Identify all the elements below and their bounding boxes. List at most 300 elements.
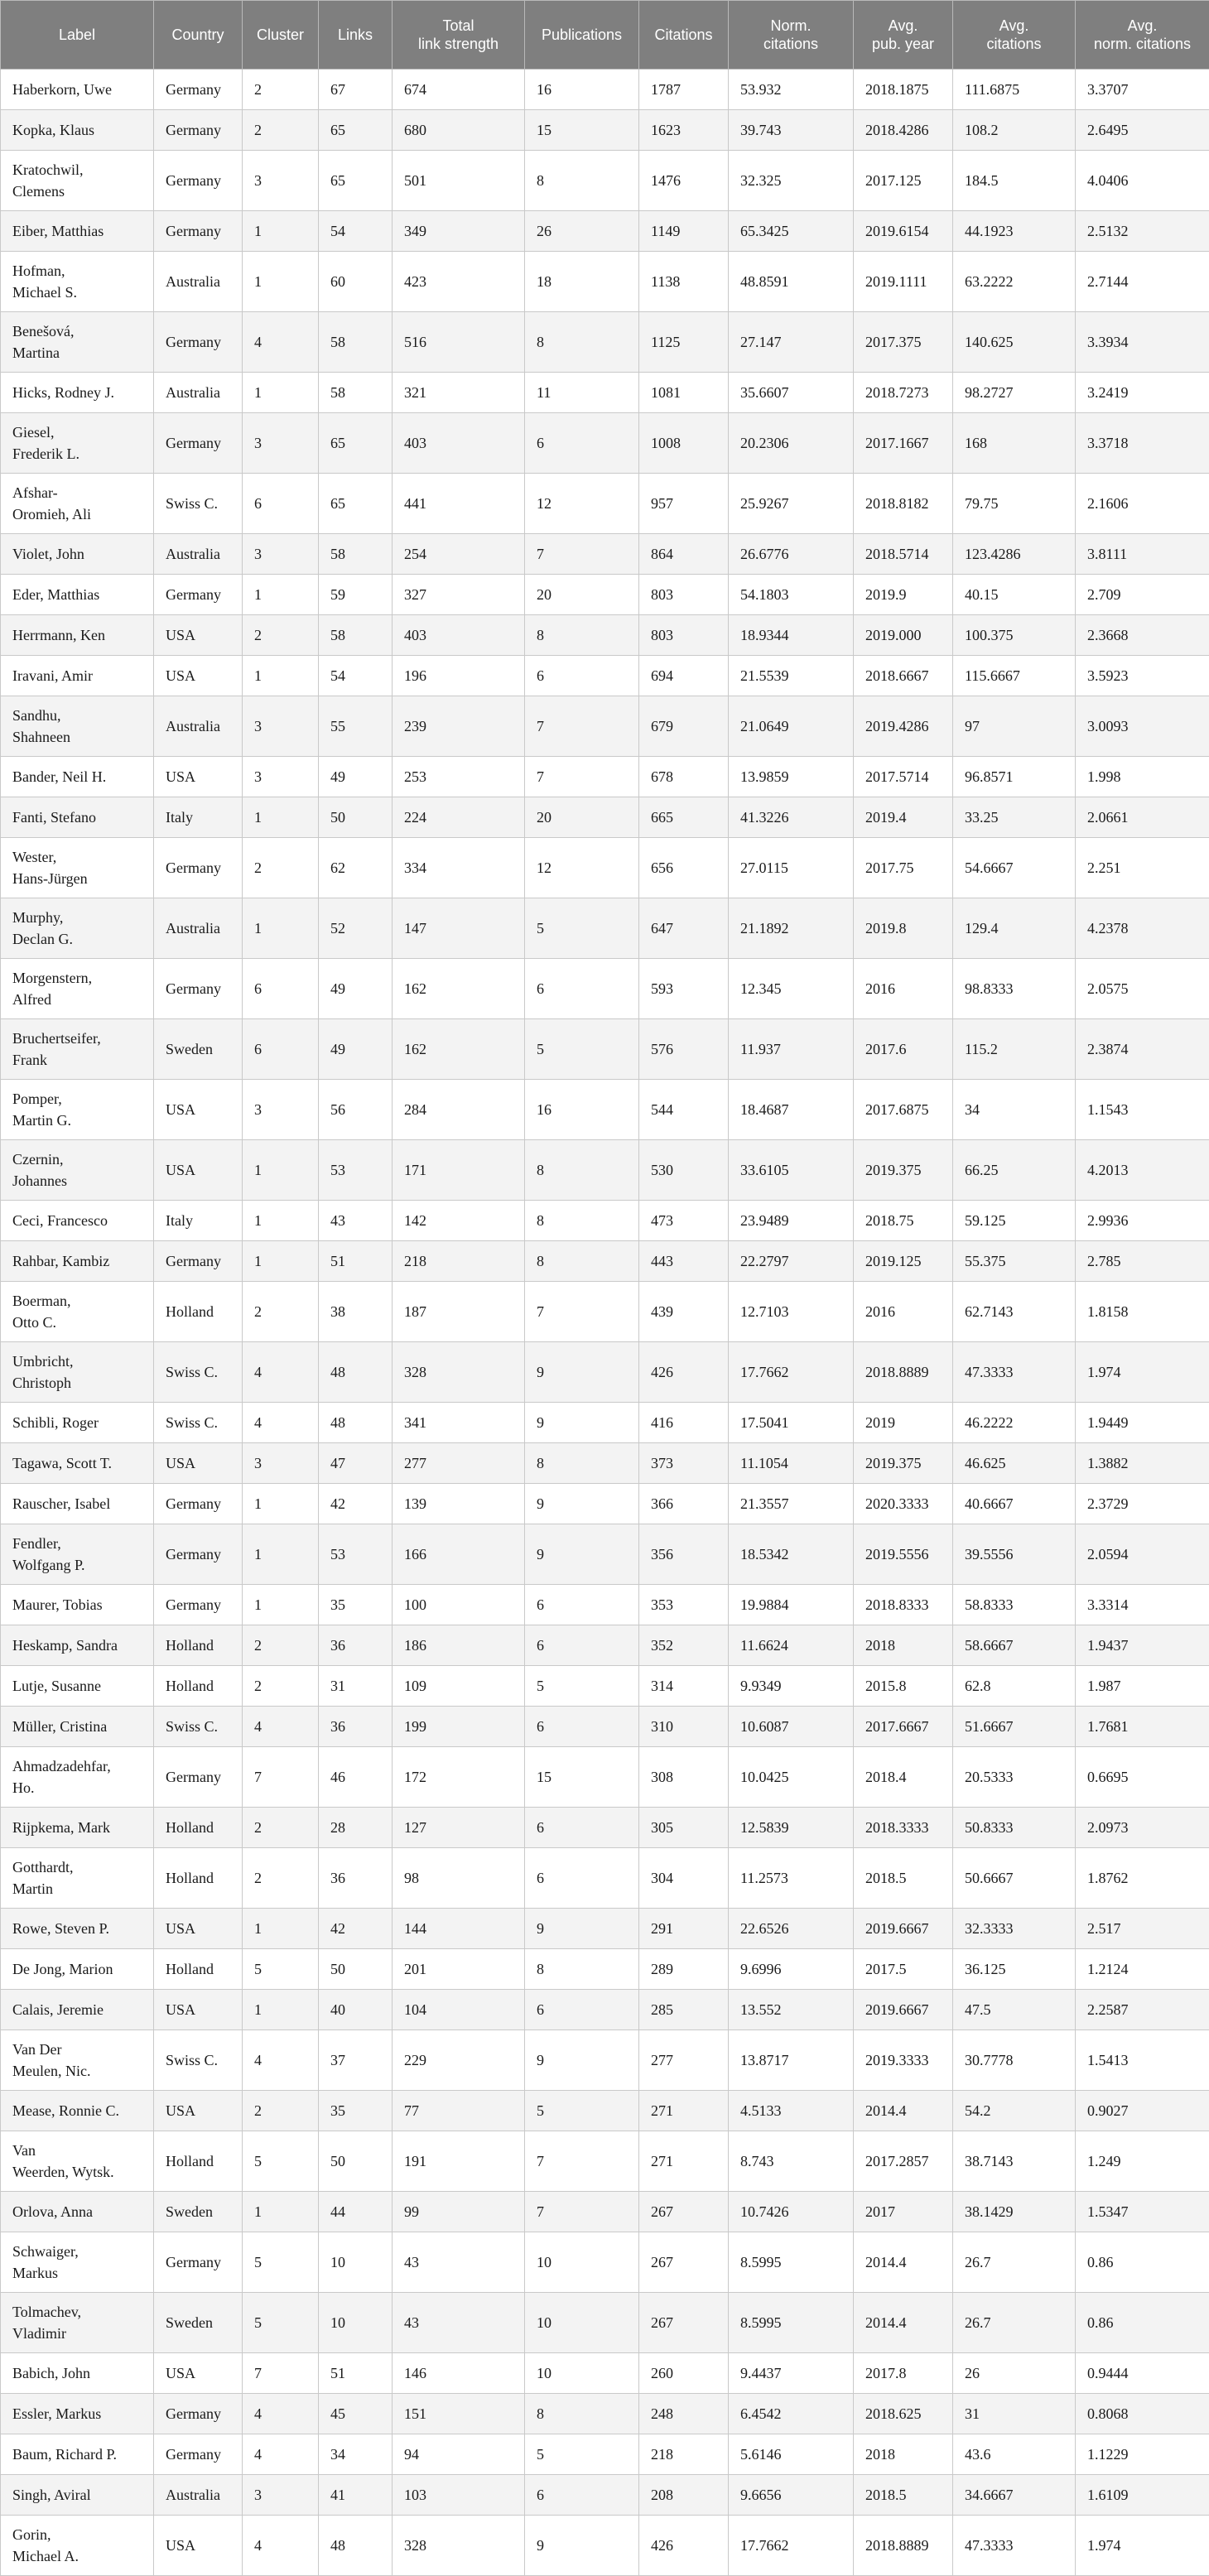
cell-citations: 305 (639, 1808, 729, 1848)
cell-country: Germany (154, 2434, 243, 2475)
table-row (1, 2192, 1209, 2232)
cell-avg-citations: 96.8571 (953, 757, 1076, 797)
cell-label: Kratochwil, Clemens (1, 151, 154, 211)
cell-norm-citations: 11.937 (729, 1019, 854, 1080)
cell-cluster: 1 (243, 575, 319, 615)
cell-publications: 8 (525, 312, 639, 373)
cell-citations: 277 (639, 2030, 729, 2091)
cell-label: Babich, John (1, 2353, 154, 2394)
table-row (1, 1625, 1209, 1666)
cell-total-link-strength: 166 (393, 1524, 525, 1585)
cell-avg-citations: 36.125 (953, 1949, 1076, 1990)
cell-avg-pub-year: 2015.8 (854, 1666, 953, 1707)
cell-avg-citations: 66.25 (953, 1140, 1076, 1201)
cell-total-link-strength: 341 (393, 1403, 525, 1443)
cell-publications: 5 (525, 1666, 639, 1707)
cell-label: Essler, Markus (1, 2394, 154, 2434)
cell-avg-pub-year: 2016 (854, 1282, 953, 1342)
cell-cluster: 4 (243, 1403, 319, 1443)
cell-norm-citations: 13.552 (729, 1990, 854, 2030)
cell-avg-norm-citations: 2.0575 (1076, 959, 1209, 1019)
cell-country: USA (154, 656, 243, 696)
cell-total-link-strength: 403 (393, 615, 525, 656)
cell-links: 51 (319, 2353, 393, 2394)
cell-avg-citations: 51.6667 (953, 1707, 1076, 1747)
cell-links: 46 (319, 1747, 393, 1808)
cell-country: Swiss C. (154, 474, 243, 534)
cell-norm-citations: 21.3557 (729, 1484, 854, 1524)
cell-avg-norm-citations: 3.3718 (1076, 413, 1209, 474)
cell-label: Violet, John (1, 534, 154, 575)
cell-norm-citations: 22.2797 (729, 1241, 854, 1282)
cell-publications: 5 (525, 2434, 639, 2475)
cell-label: Baum, Richard P. (1, 2434, 154, 2475)
cell-avg-norm-citations: 3.5923 (1076, 656, 1209, 696)
cell-avg-norm-citations: 2.6495 (1076, 110, 1209, 151)
cell-avg-citations: 44.1923 (953, 211, 1076, 252)
cell-total-link-strength: 284 (393, 1080, 525, 1140)
cell-norm-citations: 11.6624 (729, 1625, 854, 1666)
cell-avg-norm-citations: 1.987 (1076, 1666, 1209, 1707)
cell-label: Umbricht, Christoph (1, 1342, 154, 1403)
cell-country: Australia (154, 696, 243, 757)
table-row (1, 1848, 1209, 1909)
cell-country: Germany (154, 110, 243, 151)
cell-publications: 6 (525, 1625, 639, 1666)
cell-avg-norm-citations: 2.7144 (1076, 252, 1209, 312)
cell-avg-norm-citations: 3.0093 (1076, 696, 1209, 757)
cell-norm-citations: 8.743 (729, 2131, 854, 2192)
cell-citations: 1125 (639, 312, 729, 373)
cell-avg-pub-year: 2018.5 (854, 2475, 953, 2516)
cell-citations: 314 (639, 1666, 729, 1707)
table-row (1, 474, 1209, 534)
cell-cluster: 1 (243, 1140, 319, 1201)
table-row (1, 1707, 1209, 1747)
cell-total-link-strength: 224 (393, 797, 525, 838)
cell-norm-citations: 27.0115 (729, 838, 854, 898)
cell-total-link-strength: 516 (393, 312, 525, 373)
table-row (1, 211, 1209, 252)
cell-country: Germany (154, 575, 243, 615)
cell-publications: 6 (525, 2475, 639, 2516)
cell-norm-citations: 9.6996 (729, 1949, 854, 1990)
header-label: Label (1, 1, 154, 70)
cell-links: 48 (319, 2516, 393, 2576)
cell-label: Singh, Aviral (1, 2475, 154, 2516)
cell-cluster: 1 (243, 1484, 319, 1524)
cell-label: Haberkorn, Uwe (1, 70, 154, 110)
cell-avg-norm-citations: 1.5413 (1076, 2030, 1209, 2091)
cell-citations: 356 (639, 1524, 729, 1585)
cell-avg-pub-year: 2016 (854, 959, 953, 1019)
cell-avg-pub-year: 2019.000 (854, 615, 953, 656)
cell-citations: 1149 (639, 211, 729, 252)
table-row (1, 110, 1209, 151)
cell-total-link-strength: 139 (393, 1484, 525, 1524)
cell-country: Swiss C. (154, 1342, 243, 1403)
table-row (1, 1342, 1209, 1403)
cell-citations: 271 (639, 2091, 729, 2131)
cell-links: 54 (319, 656, 393, 696)
cell-norm-citations: 27.147 (729, 312, 854, 373)
cell-publications: 9 (525, 1909, 639, 1949)
cell-label: Mease, Ronnie C. (1, 2091, 154, 2131)
cell-country: Australia (154, 2475, 243, 2516)
cell-avg-norm-citations: 1.6109 (1076, 2475, 1209, 2516)
cell-avg-citations: 40.15 (953, 575, 1076, 615)
cell-links: 54 (319, 211, 393, 252)
cell-total-link-strength: 218 (393, 1241, 525, 1282)
cell-cluster: 1 (243, 1909, 319, 1949)
table-row (1, 1949, 1209, 1990)
cell-label: Boerman, Otto C. (1, 1282, 154, 1342)
cell-publications: 7 (525, 757, 639, 797)
cell-publications: 9 (525, 2030, 639, 2091)
header-links: Links (319, 1, 393, 70)
table-row (1, 797, 1209, 838)
cell-avg-norm-citations: 3.3314 (1076, 1585, 1209, 1625)
table-row (1, 312, 1209, 373)
cell-links: 67 (319, 70, 393, 110)
cell-citations: 576 (639, 1019, 729, 1080)
cell-country: Germany (154, 211, 243, 252)
cell-norm-citations: 65.3425 (729, 211, 854, 252)
cell-avg-pub-year: 2019.375 (854, 1443, 953, 1484)
cell-citations: 366 (639, 1484, 729, 1524)
cell-cluster: 2 (243, 1666, 319, 1707)
cell-avg-pub-year: 2017.125 (854, 151, 953, 211)
cell-cluster: 2 (243, 1808, 319, 1848)
cell-citations: 308 (639, 1747, 729, 1808)
cell-cluster: 7 (243, 2353, 319, 2394)
cell-citations: 291 (639, 1909, 729, 1949)
cell-norm-citations: 11.2573 (729, 1848, 854, 1909)
cell-avg-pub-year: 2019.1111 (854, 252, 953, 312)
cell-label: Van Weerden, Wytsk. (1, 2131, 154, 2192)
cell-total-link-strength: 146 (393, 2353, 525, 2394)
cell-norm-citations: 21.0649 (729, 696, 854, 757)
cell-cluster: 6 (243, 474, 319, 534)
cell-links: 50 (319, 797, 393, 838)
cell-citations: 530 (639, 1140, 729, 1201)
cell-norm-citations: 17.7662 (729, 2516, 854, 2576)
cell-cluster: 2 (243, 1282, 319, 1342)
cell-cluster: 6 (243, 1019, 319, 1080)
cell-links: 36 (319, 1625, 393, 1666)
cell-avg-citations: 111.6875 (953, 70, 1076, 110)
cell-avg-pub-year: 2018.6667 (854, 656, 953, 696)
cell-label: Herrmann, Ken (1, 615, 154, 656)
table-row (1, 413, 1209, 474)
cell-links: 50 (319, 2131, 393, 2192)
cell-citations: 593 (639, 959, 729, 1019)
cell-avg-citations: 98.2727 (953, 373, 1076, 413)
cell-avg-norm-citations: 2.3729 (1076, 1484, 1209, 1524)
table-row (1, 1201, 1209, 1241)
cell-avg-norm-citations: 0.86 (1076, 2232, 1209, 2293)
cell-citations: 426 (639, 2516, 729, 2576)
cell-links: 52 (319, 898, 393, 959)
cell-publications: 6 (525, 1808, 639, 1848)
cell-country: USA (154, 1443, 243, 1484)
cell-cluster: 2 (243, 1625, 319, 1666)
cell-publications: 11 (525, 373, 639, 413)
cell-citations: 1787 (639, 70, 729, 110)
header-avg-pub-year: Avg. pub. year (854, 1, 953, 70)
cell-norm-citations: 17.7662 (729, 1342, 854, 1403)
cell-cluster: 4 (243, 2434, 319, 2475)
cell-avg-citations: 54.6667 (953, 838, 1076, 898)
cell-country: Swiss C. (154, 2030, 243, 2091)
cell-label: Iravani, Amir (1, 656, 154, 696)
cell-avg-citations: 123.4286 (953, 534, 1076, 575)
cell-country: Sweden (154, 1019, 243, 1080)
cell-publications: 5 (525, 1019, 639, 1080)
cell-avg-norm-citations: 1.974 (1076, 1342, 1209, 1403)
cell-avg-norm-citations: 1.3882 (1076, 1443, 1209, 1484)
cell-publications: 7 (525, 534, 639, 575)
cell-cluster: 1 (243, 2192, 319, 2232)
cell-avg-citations: 55.375 (953, 1241, 1076, 1282)
cell-label: Eder, Matthias (1, 575, 154, 615)
cell-citations: 544 (639, 1080, 729, 1140)
cell-avg-pub-year: 2018.8182 (854, 474, 953, 534)
cell-norm-citations: 19.9884 (729, 1585, 854, 1625)
cell-links: 60 (319, 252, 393, 312)
cell-links: 10 (319, 2293, 393, 2353)
cell-avg-norm-citations: 1.1543 (1076, 1080, 1209, 1140)
cell-cluster: 1 (243, 252, 319, 312)
cell-avg-citations: 58.6667 (953, 1625, 1076, 1666)
cell-citations: 656 (639, 838, 729, 898)
table-header (1, 1, 1209, 70)
table-row (1, 1990, 1209, 2030)
cell-total-link-strength: 328 (393, 1342, 525, 1403)
header-norm-citations: Norm. citations (729, 1, 854, 70)
cell-label: Rijpkema, Mark (1, 1808, 154, 1848)
cell-cluster: 3 (243, 534, 319, 575)
cell-total-link-strength: 191 (393, 2131, 525, 2192)
cell-country: Germany (154, 70, 243, 110)
cell-avg-norm-citations: 1.2124 (1076, 1949, 1209, 1990)
cell-publications: 16 (525, 70, 639, 110)
cell-avg-pub-year: 2018.8889 (854, 2516, 953, 2576)
cell-avg-pub-year: 2018 (854, 2434, 953, 2475)
cell-avg-norm-citations: 2.5132 (1076, 211, 1209, 252)
cell-cluster: 3 (243, 757, 319, 797)
cell-avg-norm-citations: 1.9449 (1076, 1403, 1209, 1443)
table-row (1, 1808, 1209, 1848)
cell-cluster: 4 (243, 2394, 319, 2434)
cell-country: USA (154, 1080, 243, 1140)
cell-avg-norm-citations: 2.709 (1076, 575, 1209, 615)
table-row (1, 898, 1209, 959)
cell-total-link-strength: 201 (393, 1949, 525, 1990)
cell-label: Afshar- Oromieh, Ali (1, 474, 154, 534)
table-row (1, 1747, 1209, 1808)
cell-avg-norm-citations: 2.2587 (1076, 1990, 1209, 2030)
table-row (1, 2030, 1209, 2091)
header-row (1, 1, 1209, 70)
table-row (1, 1019, 1209, 1080)
cell-avg-norm-citations: 4.2013 (1076, 1140, 1209, 1201)
cell-avg-pub-year: 2018.1875 (854, 70, 953, 110)
cell-avg-citations: 100.375 (953, 615, 1076, 656)
cell-total-link-strength: 43 (393, 2293, 525, 2353)
cell-avg-norm-citations: 0.9027 (1076, 2091, 1209, 2131)
cell-publications: 16 (525, 1080, 639, 1140)
cell-avg-pub-year: 2020.3333 (854, 1484, 953, 1524)
cell-total-link-strength: 328 (393, 2516, 525, 2576)
cell-avg-norm-citations: 2.517 (1076, 1909, 1209, 1949)
cell-avg-pub-year: 2017 (854, 2192, 953, 2232)
cell-total-link-strength: 151 (393, 2394, 525, 2434)
cell-citations: 352 (639, 1625, 729, 1666)
cell-avg-norm-citations: 4.0406 (1076, 151, 1209, 211)
cell-avg-citations: 50.8333 (953, 1808, 1076, 1848)
cell-country: Germany (154, 838, 243, 898)
cell-label: Pomper, Martin G. (1, 1080, 154, 1140)
cell-total-link-strength: 327 (393, 575, 525, 615)
cell-avg-pub-year: 2017.75 (854, 838, 953, 898)
cell-label: Wester, Hans-Jürgen (1, 838, 154, 898)
cell-label: De Jong, Marion (1, 1949, 154, 1990)
cell-total-link-strength: 162 (393, 959, 525, 1019)
cell-citations: 260 (639, 2353, 729, 2394)
table-row (1, 1524, 1209, 1585)
cell-cluster: 3 (243, 1443, 319, 1484)
cell-avg-pub-year: 2019.125 (854, 1241, 953, 1282)
cell-norm-citations: 20.2306 (729, 413, 854, 474)
cell-avg-norm-citations: 3.3707 (1076, 70, 1209, 110)
cell-links: 47 (319, 1443, 393, 1484)
cell-avg-pub-year: 2018.5714 (854, 534, 953, 575)
cell-links: 50 (319, 1949, 393, 1990)
cell-country: Germany (154, 1747, 243, 1808)
cell-label: Van Der Meulen, Nic. (1, 2030, 154, 2091)
cell-norm-citations: 4.5133 (729, 2091, 854, 2131)
cell-avg-citations: 108.2 (953, 110, 1076, 151)
cell-cluster: 1 (243, 797, 319, 838)
cell-cluster: 3 (243, 413, 319, 474)
cell-country: Germany (154, 2394, 243, 2434)
table-row (1, 1443, 1209, 1484)
table-row (1, 575, 1209, 615)
cell-label: Fanti, Stefano (1, 797, 154, 838)
cell-avg-citations: 26.7 (953, 2293, 1076, 2353)
cell-label: Sandhu, Shahneen (1, 696, 154, 757)
cell-publications: 6 (525, 1848, 639, 1909)
cell-links: 34 (319, 2434, 393, 2475)
cell-avg-citations: 46.2222 (953, 1403, 1076, 1443)
table-row (1, 1140, 1209, 1201)
cell-norm-citations: 21.5539 (729, 656, 854, 696)
cell-publications: 26 (525, 211, 639, 252)
cell-total-link-strength: 187 (393, 1282, 525, 1342)
cell-cluster: 7 (243, 1747, 319, 1808)
cell-cluster: 1 (243, 898, 319, 959)
cell-avg-norm-citations: 2.3874 (1076, 1019, 1209, 1080)
cell-label: Kopka, Klaus (1, 110, 154, 151)
cell-total-link-strength: 98 (393, 1848, 525, 1909)
cell-label: Hofman, Michael S. (1, 252, 154, 312)
cell-citations: 694 (639, 656, 729, 696)
cell-total-link-strength: 254 (393, 534, 525, 575)
cell-citations: 957 (639, 474, 729, 534)
cell-avg-citations: 39.5556 (953, 1524, 1076, 1585)
cell-cluster: 5 (243, 2232, 319, 2293)
table-row (1, 70, 1209, 110)
cell-links: 58 (319, 312, 393, 373)
cell-country: Holland (154, 1282, 243, 1342)
cell-publications: 8 (525, 1443, 639, 1484)
cell-label: Rowe, Steven P. (1, 1909, 154, 1949)
table-row (1, 1585, 1209, 1625)
cell-label: Schwaiger, Markus (1, 2232, 154, 2293)
cell-links: 55 (319, 696, 393, 757)
cell-total-link-strength: 674 (393, 70, 525, 110)
table-row (1, 959, 1209, 1019)
cell-avg-citations: 115.6667 (953, 656, 1076, 696)
table-row (1, 534, 1209, 575)
cell-country: Holland (154, 1848, 243, 1909)
cell-label: Giesel, Frederik L. (1, 413, 154, 474)
cell-total-link-strength: 103 (393, 2475, 525, 2516)
cell-links: 42 (319, 1909, 393, 1949)
cell-norm-citations: 18.5342 (729, 1524, 854, 1585)
cell-label: Rahbar, Kambiz (1, 1241, 154, 1282)
cell-country: Holland (154, 1666, 243, 1707)
cell-avg-citations: 33.25 (953, 797, 1076, 838)
cell-avg-pub-year: 2014.4 (854, 2293, 953, 2353)
cell-label: Schibli, Roger (1, 1403, 154, 1443)
cell-avg-norm-citations: 1.1229 (1076, 2434, 1209, 2475)
cell-cluster: 1 (243, 656, 319, 696)
cell-total-link-strength: 144 (393, 1909, 525, 1949)
cell-label: Orlova, Anna (1, 2192, 154, 2232)
cell-cluster: 6 (243, 959, 319, 1019)
table-row (1, 2232, 1209, 2293)
cell-links: 59 (319, 575, 393, 615)
cell-country: Italy (154, 797, 243, 838)
cell-publications: 18 (525, 252, 639, 312)
cell-avg-pub-year: 2018.75 (854, 1201, 953, 1241)
cell-avg-norm-citations: 4.2378 (1076, 898, 1209, 959)
cell-publications: 7 (525, 1282, 639, 1342)
cell-total-link-strength: 127 (393, 1808, 525, 1848)
cell-country: USA (154, 1140, 243, 1201)
cell-publications: 7 (525, 696, 639, 757)
cell-avg-pub-year: 2017.6875 (854, 1080, 953, 1140)
cell-publications: 9 (525, 1403, 639, 1443)
cell-label: Heskamp, Sandra (1, 1625, 154, 1666)
cell-avg-pub-year: 2014.4 (854, 2232, 953, 2293)
header-country: Country (154, 1, 243, 70)
cell-avg-pub-year: 2019.3333 (854, 2030, 953, 2091)
cell-country: Holland (154, 2131, 243, 2192)
cell-norm-citations: 12.345 (729, 959, 854, 1019)
cell-links: 36 (319, 1848, 393, 1909)
cell-avg-pub-year: 2017.1667 (854, 413, 953, 474)
cell-links: 58 (319, 615, 393, 656)
cell-citations: 289 (639, 1949, 729, 1990)
cell-links: 44 (319, 2192, 393, 2232)
cell-norm-citations: 21.1892 (729, 898, 854, 959)
cell-avg-citations: 62.8 (953, 1666, 1076, 1707)
cell-links: 31 (319, 1666, 393, 1707)
cell-label: Rauscher, Isabel (1, 1484, 154, 1524)
